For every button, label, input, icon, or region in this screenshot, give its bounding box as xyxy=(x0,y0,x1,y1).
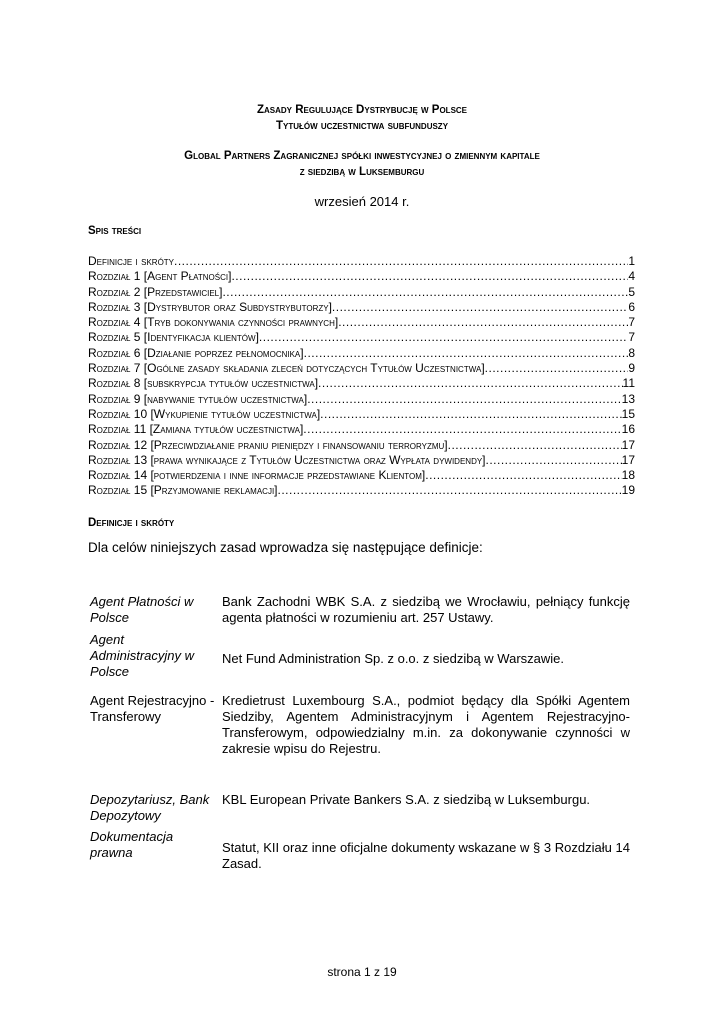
toc-entry[interactable] xyxy=(88,483,635,498)
page-number: strona 1 z 19 xyxy=(327,965,397,979)
definition-term: Dokumentacja prawna xyxy=(90,829,174,860)
definition-term: Depozytariusz, Bank Depozytowy xyxy=(90,792,210,823)
definition-description: Kredietrust Luxembourg S.A., podmiot będący dla Spółki Agentem Siedziby, Agentem Administracyjnym i Agentem Rejestracyjno-Transferowym, odpowiedzialny m.in. za dokonywanie czynności w zakresie wpisu do Rejestru. xyxy=(222,693,630,756)
toc-leader-dots xyxy=(485,361,629,376)
toc-entry-label: Rozdział 15 [Przyjmowanie reklamacji] xyxy=(88,483,278,498)
toc-entry[interactable] xyxy=(88,376,635,391)
toc-entry[interactable] xyxy=(88,361,635,376)
toc-entry[interactable] xyxy=(88,315,635,330)
definition-description: Statut, KII oraz inne oficjalne dokumenty wskazane w § 3 Rozdziału 14 Zasad. xyxy=(222,840,630,871)
toc-entry[interactable] xyxy=(88,300,635,315)
toc-entry-page: 9 xyxy=(628,361,635,376)
fund-name xyxy=(0,148,724,180)
toc-leader-dots xyxy=(486,453,622,468)
toc-leader-dots xyxy=(320,407,621,422)
toc-entry[interactable] xyxy=(88,330,635,345)
toc-entry-page: 18 xyxy=(621,468,635,483)
toc-leader-dots xyxy=(448,438,622,453)
toc-entry-page: 19 xyxy=(621,483,635,498)
toc-entry[interactable] xyxy=(88,407,635,422)
definition-description: KBL European Private Bankers S.A. z siedzibą w Luksemburgu. xyxy=(222,792,591,807)
toc-leader-dots xyxy=(332,300,628,315)
toc-entry-label: Rozdział 7 [Ogólne zasady składania zleceń dotyczących Tytułów Uczestnictwa] xyxy=(88,361,485,376)
toc-entry-label: Rozdział 13 [prawa wynikające z Tytułów Uczestnictwa oraz Wypłata dywidendy] xyxy=(88,452,486,467)
toc-entry-page: 17 xyxy=(621,452,635,467)
toc-entry-page: 1 xyxy=(628,254,635,268)
toc-leader-dots xyxy=(174,254,628,269)
toc-entry-label: Rozdział 11 [Zamiana tytułów uczestnictwa] xyxy=(88,422,304,437)
toc-leader-dots xyxy=(307,392,621,407)
toc-entry-label: Rozdział 1 [Agent Płatności] xyxy=(88,269,232,284)
definitions-heading: Definicje i skróty xyxy=(88,517,175,529)
toc-entry-label: Rozdział 2 [Przedstawiciel] xyxy=(88,284,223,299)
toc-leader-dots xyxy=(278,483,622,498)
definition-description: Bank Zachodni WBK S.A. z siedzibą we Wrocławiu, pełniący funkcję agenta płatności w rozumieniu art. 257 Ustawy. xyxy=(222,594,630,625)
toc-entry[interactable] xyxy=(88,254,635,269)
toc-entry-label: Rozdział 6 [Działanie poprzez pełnomocnika] xyxy=(88,345,304,360)
toc-entry-label: Rozdział 5 [Identyfikacja klientów] xyxy=(88,330,259,345)
toc-entry[interactable] xyxy=(88,438,635,453)
toc-entry[interactable] xyxy=(88,269,635,284)
toc-entry[interactable] xyxy=(88,422,635,437)
title-line-4: z siedzibą w Luksemburgu xyxy=(299,166,425,178)
toc-entry-page: 13 xyxy=(621,391,635,406)
toc-entry-page: 17 xyxy=(621,437,635,452)
toc-entry-page: 5 xyxy=(628,284,635,299)
definition-term: Agent Rejestracyjno -Transferowy xyxy=(90,693,215,724)
toc-entry-page: 8 xyxy=(628,345,635,360)
toc-leader-dots xyxy=(222,285,628,300)
toc-entry-label: Rozdział 12 [Przeciwdziałanie praniu pieniędzy i finansowaniu terroryzmu] xyxy=(88,437,448,452)
toc-entry-page: 16 xyxy=(621,422,635,437)
toc-entry-page: 11 xyxy=(622,376,635,391)
toc-leader-dots xyxy=(425,468,621,483)
toc-entry-page: 15 xyxy=(621,406,635,421)
title-line-1: Zasady Regulujące Dystrybucję w Polsce xyxy=(256,104,468,116)
document-title xyxy=(0,102,724,134)
toc-entry-label: Rozdział 10 [Wykupienie tytułów uczestnictwa] xyxy=(88,406,321,421)
toc-entry[interactable] xyxy=(88,468,635,483)
toc-leader-dots xyxy=(304,346,629,361)
toc-entry-label: Rozdział 9 [nabywanie tytułów uczestnictwa] xyxy=(88,391,308,406)
toc-entry-label: Rozdział 14 [potwierdzenia i inne informacje przedstawiane Klientom] xyxy=(88,468,426,483)
toc-leader-dots xyxy=(318,376,623,391)
toc-leader-dots xyxy=(338,315,628,330)
toc-entry-page: 7 xyxy=(628,315,635,330)
toc-entry-page: 6 xyxy=(628,299,635,314)
toc-entry[interactable] xyxy=(88,392,635,407)
toc-entry[interactable] xyxy=(88,346,635,361)
definition-description: Net Fund Administration Sp. z o.o. z siedzibą w Warszawie. xyxy=(222,651,564,666)
title-line-3: Global Partners Zagranicznej spółki inwestycyjnej o zmiennym kapitale xyxy=(184,150,540,162)
definitions-intro: Dla celów niniejszych zasad wprowadza się następujące definicje: xyxy=(88,540,483,555)
title-line-2: Tytułów uczestnictwa subfunduszy xyxy=(275,120,449,132)
toc-leader-dots xyxy=(231,269,628,284)
toc-entry-label: Rozdział 3 [Dystrybutor oraz Subdystrybutorzy] xyxy=(88,299,332,314)
toc-entry[interactable] xyxy=(88,453,635,468)
toc-leader-dots xyxy=(303,422,621,437)
toc-entry-label: Rozdział 4 [Tryb dokonywania czynności prawnych] xyxy=(88,315,339,330)
toc-entry-page: 4 xyxy=(628,269,635,284)
toc-entry-label: Definicje i skróty xyxy=(88,254,175,268)
toc-leader-dots xyxy=(259,330,628,345)
toc-entry-page: 7 xyxy=(628,330,635,345)
toc-entry[interactable] xyxy=(88,285,635,300)
toc-heading: Spis treści xyxy=(88,225,142,237)
definition-term: Agent Administracyjny w Polsce xyxy=(90,632,195,679)
table-of-contents xyxy=(88,254,635,499)
definition-term: Agent Płatności w Polsce xyxy=(90,594,194,625)
document-date: wrzesień 2014 r. xyxy=(314,194,410,209)
toc-entry-label: Rozdział 8 [subskrypcja tytułów uczestnictwa] xyxy=(88,376,319,391)
